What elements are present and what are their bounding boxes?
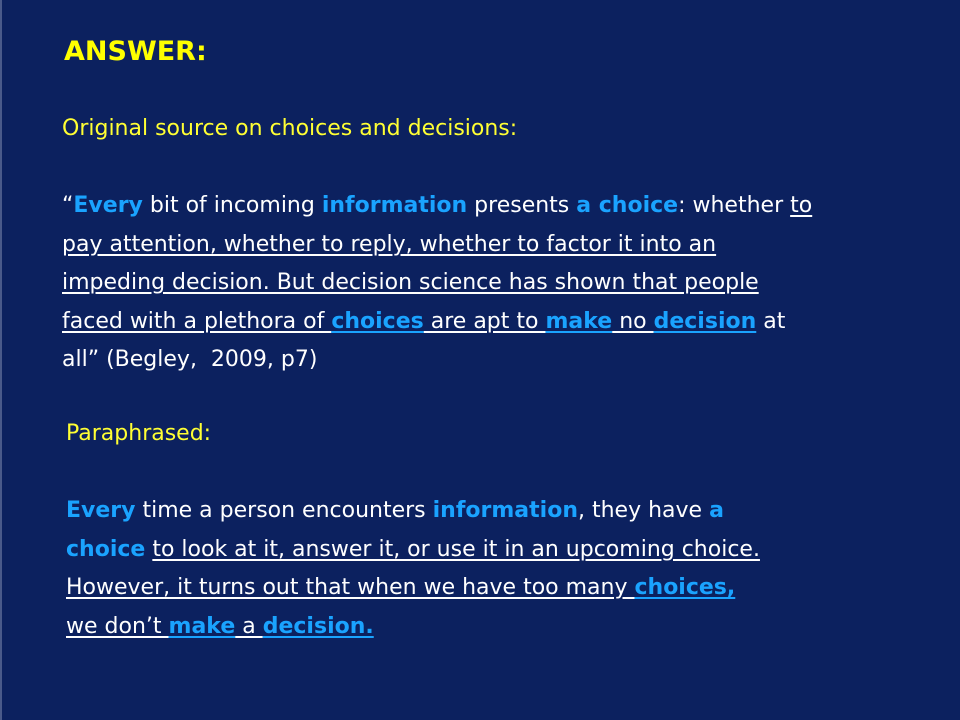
keyword-text: information	[432, 498, 578, 523]
quote-line	[62, 268, 759, 298]
text-segment: faced with a plethora of	[62, 309, 332, 334]
text-segment: to	[790, 193, 813, 218]
text-segment: are apt to	[423, 309, 546, 334]
keyword-text: Every	[66, 498, 136, 523]
text-segment: presents	[467, 193, 577, 218]
quote-line	[62, 230, 716, 260]
text-segment: However, it turns out that when we have too many	[66, 575, 635, 600]
paraphrased-label: Paraphrased:	[66, 421, 212, 446]
slide-edge	[0, 0, 2, 720]
keyword-text: decision.	[262, 614, 374, 639]
keyword-text: choice	[66, 537, 146, 562]
text-segment: pay attention, whether to reply, whether to factor it into an	[62, 232, 717, 257]
paraphrase-line	[66, 573, 735, 603]
text-segment: , they have	[577, 498, 710, 523]
text-segment: bit of incoming	[142, 193, 322, 218]
text-segment: a	[235, 614, 263, 639]
keyword-text: Every	[73, 193, 143, 218]
paraphrase-line	[66, 535, 760, 565]
keyword-text: a	[709, 498, 724, 523]
text-segment: impeding decision. But decision science has shown that people	[62, 270, 759, 295]
keyword-text: a choice	[576, 193, 679, 218]
answer-heading: ANSWER:	[64, 36, 207, 67]
text-segment: we don’t	[66, 614, 169, 639]
paraphrase-line	[66, 496, 724, 526]
keyword-text: choices,	[634, 575, 736, 600]
text-segment: no	[612, 309, 654, 334]
quote-line	[62, 345, 317, 375]
keyword-text: choices	[331, 309, 424, 334]
keyword-text: make	[168, 614, 236, 639]
text-segment: time a person encounters	[135, 498, 433, 523]
text-segment: “	[62, 193, 74, 218]
quote-line	[62, 307, 785, 337]
paraphrase-line	[66, 612, 374, 642]
keyword-text: decision	[653, 309, 757, 334]
keyword-text: make	[545, 309, 613, 334]
text-segment: all” (Begley, 2009, p7)	[62, 347, 318, 372]
original-source-label: Original source on choices and decisions:	[62, 116, 518, 141]
quote-line	[62, 191, 812, 221]
text-segment: to look at it, answer it, or use it in an upcoming choice.	[152, 537, 760, 562]
text-segment: : whether	[678, 193, 791, 218]
keyword-text: information	[321, 193, 468, 218]
text-segment: at	[756, 309, 786, 334]
